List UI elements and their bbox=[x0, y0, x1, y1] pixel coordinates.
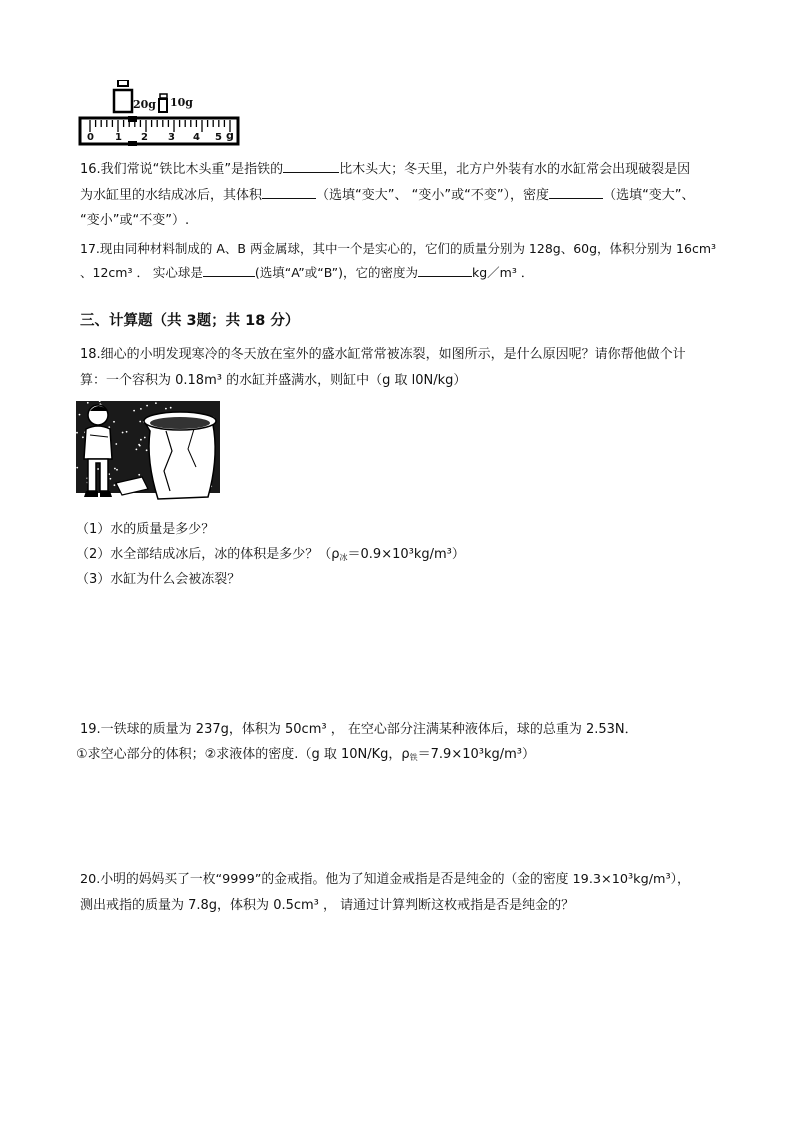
rider-icon bbox=[128, 116, 137, 122]
snow-dot bbox=[165, 408, 167, 410]
snow-dot bbox=[114, 468, 116, 470]
q20-line1: 20.小明的妈妈买了一枚“9999”的金戒指。他为了知道金戒指是否是纯金的（金的密度 19.3×10³kg/m³）， bbox=[80, 872, 690, 887]
scale-label-4: 4 bbox=[193, 132, 200, 143]
snow-dot bbox=[87, 402, 89, 404]
q17-blank-1[interactable] bbox=[203, 264, 255, 277]
scale-label-2: 2 bbox=[141, 132, 148, 143]
snow-dot bbox=[133, 410, 135, 412]
snow-dot bbox=[76, 432, 78, 434]
q18-sub2: （2）水全部结成冰后，冰的体积是多少？$(\rho_冰=0.9\times 10^3kg/m^3)$ bbox=[76, 547, 465, 562]
weight-20g-label: 20g bbox=[133, 98, 156, 111]
q17-blank-2[interactable] bbox=[418, 264, 472, 277]
snow-dot bbox=[136, 449, 138, 451]
q16-blank-2[interactable] bbox=[262, 186, 316, 199]
q17-line2: 、12cm³ ． 实心球是 (选填“A”或“B”)，它的密度为 kg／m³ ． bbox=[80, 265, 534, 280]
snow-dot bbox=[82, 436, 84, 438]
q16-line2: 为水缸里的水结成冰后，其体积 （选填“变大”、 “变小”或“不变”），密度 （选填“变大”、 bbox=[80, 188, 695, 203]
snow-dot bbox=[122, 432, 124, 434]
q17-line1: 17.现由同种材料制成的 A、B 两金属球，其中一个是实心的，它们的质量分别为 128g、60g，体积分别为 16cm³ bbox=[80, 241, 717, 256]
q16-blank-3[interactable] bbox=[549, 186, 603, 199]
snow-dot bbox=[155, 402, 157, 404]
weight-10g-icon bbox=[159, 94, 167, 112]
q19-line2: ①求空心部分的体积；②求液体的密度.（g 取 10N/Kg，$\rho_铁=7.9\times 10^3kg/m^3$） bbox=[76, 747, 535, 762]
snow-dot bbox=[79, 414, 81, 416]
snow-dot bbox=[115, 443, 117, 445]
q18-line1: 18.细心的小明发现寒冷的冬天放在室外的盛水缸常常被冻裂，如图所示，是什么原因呢？请你帮他做个计 bbox=[80, 347, 686, 362]
scale-label-1: 1 bbox=[115, 132, 122, 143]
snow-dot bbox=[170, 407, 172, 409]
water-vat-icon bbox=[144, 412, 216, 499]
snow-dot bbox=[140, 408, 142, 410]
snow-dot bbox=[113, 421, 115, 423]
snow-dot bbox=[110, 478, 112, 480]
snow-dot bbox=[144, 437, 146, 439]
snow-dot bbox=[126, 431, 128, 433]
snow-dot bbox=[97, 468, 99, 470]
scale-label-0: 0 bbox=[87, 132, 94, 143]
snow-dot bbox=[76, 467, 78, 469]
q20-line2: 测出戒指的质量为 7.8g，体积为 0.5cm³ ， 请通过计算判断这枚戒指是否是纯金的？ bbox=[80, 898, 575, 913]
q16-blank-1[interactable] bbox=[283, 160, 339, 173]
q18-line2: 算：一个容积为 0.18m³ 的水缸并盛满水，则缸中（g 取 l0N/kg） bbox=[80, 373, 467, 388]
section-title: 三、计算题（共 3题；共 18 分） bbox=[80, 313, 300, 329]
snow-dot bbox=[114, 484, 116, 486]
weight-20g-icon bbox=[114, 80, 132, 112]
q16-line1: 16.我们常说“铁比木头重”是指铁的 比木头大；冬天里，北方户外装有水的水缸常会出现破裂是因 bbox=[80, 162, 691, 177]
snow-dot bbox=[140, 439, 142, 441]
snow-dot bbox=[116, 469, 118, 471]
weight-10g-label: 10g bbox=[170, 96, 193, 109]
snow-dot bbox=[146, 449, 148, 451]
snow-dot bbox=[138, 444, 140, 446]
q19-line1: 19.一铁球的质量为 237g，体积为 50cm³ ， 在空心部分注满某种液体后，球的总重为 2.53N． bbox=[80, 722, 638, 737]
frozen-vat-illustration bbox=[76, 401, 220, 505]
q18-sub1: （1）水的质量是多少？ bbox=[76, 522, 215, 537]
snow-dot bbox=[139, 421, 141, 423]
q18-sub3: （3）水缸为什么会被冻裂？ bbox=[76, 572, 241, 587]
scale-label-5: 5 bbox=[215, 132, 222, 143]
snow-dot bbox=[138, 474, 140, 476]
scale-unit: g bbox=[226, 129, 234, 142]
q16-line3: “变小”或“不变”）. bbox=[80, 213, 190, 228]
snow-dot bbox=[146, 405, 148, 407]
scale-label-3: 3 bbox=[168, 132, 175, 143]
